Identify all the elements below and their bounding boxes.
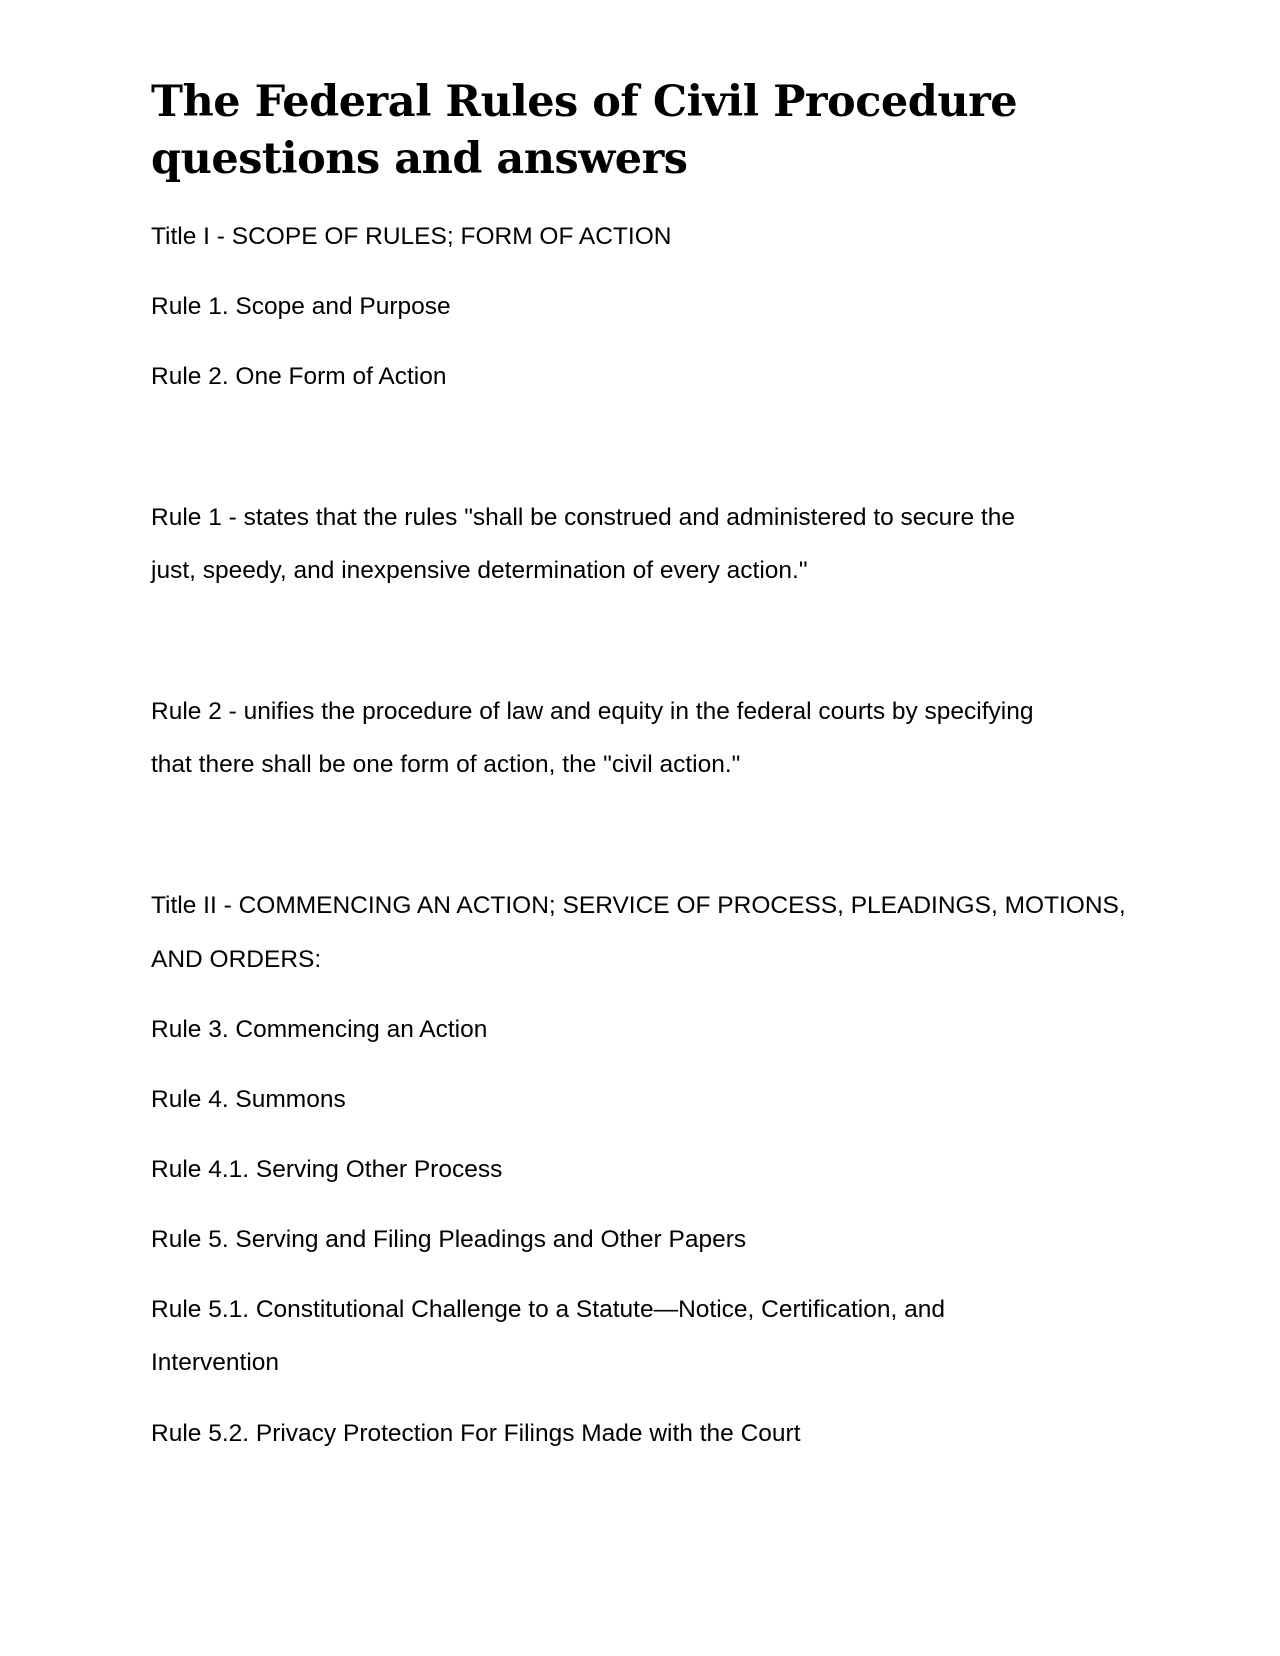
rule-2-explanation-line-2: that there shall be one form of action, the "civil action." [151, 751, 741, 778]
document-title [151, 74, 1151, 188]
rule-1-explanation-line-2: just, speedy, and inexpensive determination of every action." [151, 557, 808, 584]
title-1-heading: Title I - SCOPE OF RULES; FORM OF ACTION [151, 223, 672, 250]
rule-5-1-entry-line-1: Rule 5.1. Constitutional Challenge to a Statute—Notice, Certification, and [151, 1296, 945, 1323]
title-2-heading-line-2: AND ORDERS: [151, 946, 322, 973]
rule-5-2-entry: Rule 5.2. Privacy Protection For Filings Made with the Court [151, 1420, 801, 1447]
rule-5-1-entry-line-2: Intervention [151, 1349, 280, 1376]
rule-2-explanation-line-1: Rule 2 - unifies the procedure of law and equity in the federal courts by specifying [151, 698, 1034, 725]
rule-4-entry: Rule 4. Summons [151, 1086, 346, 1113]
rule-2-entry: Rule 2. One Form of Action [151, 363, 447, 390]
rule-5-entry: Rule 5. Serving and Filing Pleadings and Other Papers [151, 1226, 747, 1253]
document-title-line-1: The Federal Rules of Civil Procedure [151, 77, 1018, 127]
rule-3-entry: Rule 3. Commencing an Action [151, 1016, 488, 1043]
rule-4-1-entry: Rule 4.1. Serving Other Process [151, 1156, 503, 1183]
rule-1-entry: Rule 1. Scope and Purpose [151, 293, 451, 320]
document-title-line-2: questions and answers [151, 134, 688, 184]
rule-1-explanation-line-1: Rule 1 - states that the rules "shall be construed and administered to secure the [151, 504, 1015, 531]
title-2-heading-line-1: Title II - COMMENCING AN ACTION; SERVICE OF PROCESS, PLEADINGS, MOTIONS, [151, 892, 1126, 919]
